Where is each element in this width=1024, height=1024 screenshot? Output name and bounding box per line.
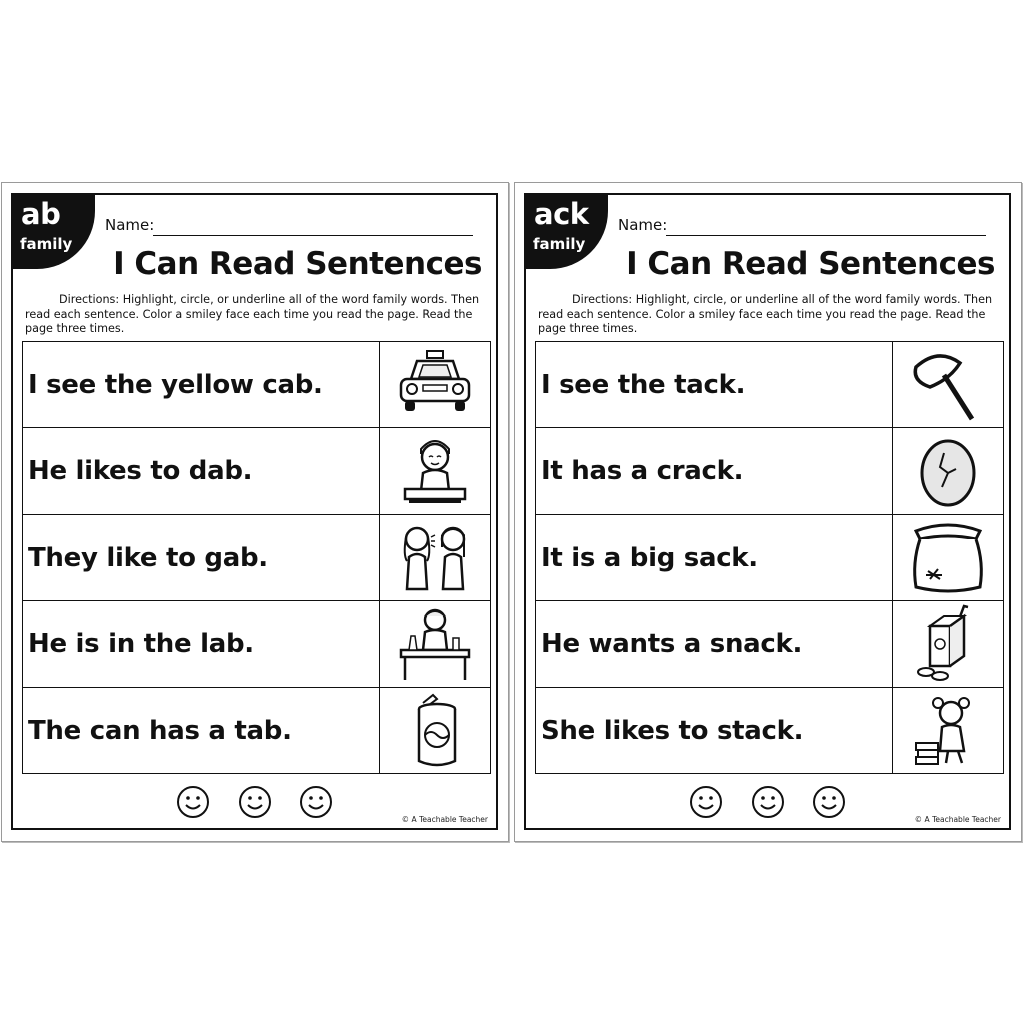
- picture-cell: [379, 601, 490, 686]
- taxi-cab-icon: [395, 345, 475, 425]
- picture-cell: [379, 515, 490, 600]
- table-row: [536, 688, 1003, 774]
- worksheet-ab-family: [1, 182, 509, 842]
- sentence-text: I see the yellow cab.: [28, 370, 323, 400]
- table-row: [536, 428, 1003, 514]
- family-label: family: [20, 235, 73, 253]
- soda-can-icon: [395, 691, 475, 771]
- sentence-text: He wants a snack.: [541, 629, 803, 660]
- boy-in-lab-icon: [395, 604, 475, 684]
- copyright-footer: © A Teachable Teacher: [914, 815, 1001, 824]
- name-label: Name:: [618, 216, 668, 234]
- picture-cell: [892, 342, 1003, 427]
- sentence-text: He likes to dab.: [28, 456, 253, 487]
- sentence-table: [22, 341, 491, 774]
- thumbtack-icon: [908, 345, 988, 425]
- smiley-face-icon[interactable]: [299, 785, 333, 819]
- directions-text: Directions: Highlight, circle, or underline all of the word family words. Then read each sentence. Color a smiley face each time you read the page. Read the page three times.: [25, 293, 480, 335]
- cracked-egg-icon: [908, 431, 988, 511]
- smiley-face-icon[interactable]: [812, 785, 846, 819]
- smiley-face-icon[interactable]: [751, 785, 785, 819]
- smiley-face-icon[interactable]: [689, 785, 723, 819]
- family-label: family: [533, 235, 586, 253]
- family-word: ab: [21, 197, 61, 231]
- smiley-face-icon[interactable]: [238, 785, 272, 819]
- table-row: [23, 688, 490, 774]
- table-row: [23, 515, 490, 601]
- sentence-text: The can has a tab.: [28, 715, 292, 746]
- table-row: [536, 515, 1003, 601]
- table-row: [23, 601, 490, 687]
- picture-cell: [892, 688, 1003, 774]
- picture-cell: [379, 688, 490, 774]
- directions: [538, 293, 1008, 337]
- boy-painting-icon: [395, 431, 475, 511]
- sentence-text: He is in the lab.: [28, 629, 254, 660]
- page-title: I Can Read Sentences: [113, 246, 482, 282]
- picture-cell: [892, 601, 1003, 686]
- sentence-text: It is a big sack.: [541, 542, 758, 573]
- name-line: [666, 235, 986, 236]
- name-label: Name:: [105, 216, 155, 234]
- sentence-text: She likes to stack.: [541, 715, 804, 746]
- word-family-tab: [526, 195, 608, 269]
- page-title: I Can Read Sentences: [626, 246, 995, 282]
- milk-and-cookies-icon: [908, 604, 988, 684]
- name-line: [153, 235, 473, 236]
- picture-cell: [379, 342, 490, 427]
- sentence-text: They like to gab.: [28, 542, 268, 573]
- name-field: [618, 216, 986, 238]
- picture-cell: [379, 428, 490, 513]
- girls-talking-icon: [393, 517, 477, 597]
- copyright-footer: © A Teachable Teacher: [401, 815, 488, 824]
- table-row: [23, 342, 490, 428]
- picture-cell: [892, 515, 1003, 600]
- worksheet-frame: [524, 193, 1011, 830]
- girl-stacking-blocks-icon: [908, 691, 988, 771]
- sentence-table: [535, 341, 1004, 774]
- sack-icon: [906, 517, 990, 597]
- worksheet-frame: [11, 193, 498, 830]
- sentence-text: It has a crack.: [541, 456, 744, 487]
- table-row: [536, 601, 1003, 687]
- worksheet-ack-family: [514, 182, 1022, 842]
- directions-text: Directions: Highlight, circle, or underline all of the word family words. Then read each sentence. Color a smiley face each time you read the page. Read the page three times.: [538, 293, 993, 335]
- picture-cell: [892, 428, 1003, 513]
- table-row: [23, 428, 490, 514]
- table-row: [536, 342, 1003, 428]
- family-word: ack: [534, 197, 589, 231]
- word-family-tab: [13, 195, 95, 269]
- directions: [25, 293, 495, 337]
- sentence-text: I see the tack.: [541, 370, 746, 400]
- smiley-face-icon[interactable]: [176, 785, 210, 819]
- name-field: [105, 216, 473, 238]
